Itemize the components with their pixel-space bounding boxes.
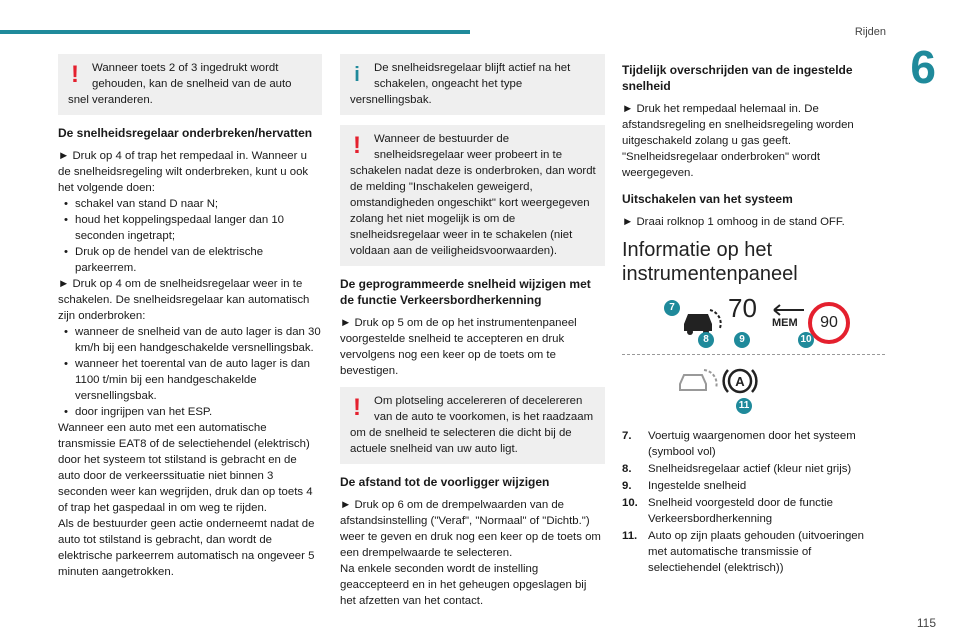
list-item: • wanneer het toerental van de auto lager is dan 1100 t/min bij een handgeschakelde versnellingsbak. [64, 356, 322, 404]
section-title: Informatie op het instrumentenpaneel [622, 239, 798, 285]
speedometer-icon [676, 366, 720, 396]
heading-override: Tijdelijk overschrijden van de ingestelde snelheid [622, 63, 853, 93]
chapter-number: 6 [910, 41, 936, 93]
instrument-panel-illustration [622, 293, 885, 420]
divider [622, 354, 885, 355]
section-label: Rijden [854, 26, 886, 38]
svg-text:A: A [735, 374, 745, 389]
mem-label: MEM [772, 317, 798, 329]
warning-icon: ! [353, 132, 361, 159]
auto-hold-icon [722, 364, 758, 398]
warning-icon: ! [71, 61, 79, 88]
column-3 [622, 62, 885, 577]
column-2 [340, 54, 605, 609]
list-item: • Druk op de hendel van de elektrische parkeerrem. [64, 244, 322, 276]
column-1 [58, 54, 322, 580]
paragraph: ► Druk op 4 of trap het rempedaal in. Wanneer u de snelheidsregeling wilt onderbreken, kunt u ook het volgende doen: [58, 150, 309, 194]
list-item: • schakel van stand D naar N; [64, 196, 322, 212]
speed-limit-sign: 90 [808, 302, 850, 344]
info-icon: i [354, 64, 360, 86]
list-item: 8. Snelheidsregelaar actief (kleur niet grijs) [622, 463, 852, 475]
paragraph: ► Druk op 6 om de drempelwaarden van de afstandsinstelling ("Veraf", "Normaal" of "Dichtb.") weer te geven en druk nog een keer op de toets om een drempelwaarde te selecteren. [340, 499, 601, 559]
list-item: 10. Snelheid voorgesteld door de functie Verkeersbordherkenning [622, 497, 833, 525]
paragraph: Na enkele seconden wordt de instelling geaccepteerd en in het geheugen opgeslagen bij het afzetten van het contact. [340, 563, 587, 607]
list-item: • door ingrijpen van het ESP. [64, 404, 322, 420]
callout-7: 7 [664, 300, 680, 316]
list-item: • houd het koppelingspedaal langer dan 10 seconden ingetrapt; [64, 212, 322, 244]
heading-distance: De afstand tot de voorligger wijzigen [340, 475, 550, 489]
list-item: 11. Auto op zijn plaats gehouden (uitvoeringen met automatische transmissie of selectiehendel (elektrisch)) [622, 530, 864, 574]
list-item: • wanneer de snelheid van de auto lager is dan 30 km/h bij een handgeschakelde versnellingsbak. [64, 324, 322, 356]
heading-interrupt: De snelheidsregelaar onderbreken/hervatten [58, 126, 313, 140]
list-auto-interrupt [58, 324, 322, 420]
list-item: 9. Ingestelde snelheid [622, 480, 747, 492]
list-item: 7. Voertuig waargenomen door het systeem (symbool vol) [622, 430, 856, 458]
callout-9: 9 [734, 332, 750, 348]
paragraph: ► Druk het rempedaal helemaal in. De afstandsregeling en snelheidsregeling worden uitgeschakeld zolang u gas geeft. "Snelheidsregelaar onderbroken" wordt weergegeven. [622, 103, 854, 179]
paragraph: Als de bestuurder geen actie onderneemt nadat de auto tot stilstand is gebracht, dan wordt de elektrische parkeerrem automatisch na ongeveer 5 minuten aangetrokken. [58, 518, 315, 578]
callout-10: 10 [798, 332, 814, 348]
warning-icon: ! [353, 394, 361, 421]
set-speed: 70 [728, 293, 757, 323]
legend-list [622, 428, 885, 576]
callout-8: 8 [698, 332, 714, 348]
paragraph: ► Druk op 4 om de snelheidsregelaar weer in te schakelen. De snelheidsregelaar kan automatisch zijn onderbroken: [58, 278, 310, 322]
paragraph: Wanneer een auto met een automatische transmissie EAT8 of de selectiehendel (elektrisch) door het systeem tot stilstand is gebracht en de auto door de verkeerssituatie niet binnen 3 seconden weer kan wegrijden, druk dan op toets 4 of trap het gaspedaal in om weg te rijden. [58, 422, 313, 514]
list-interrupt [58, 196, 322, 276]
page-number: 115 [916, 616, 936, 630]
paragraph: ► Druk op 5 om de op het instrumentenpaneel voorgestelde snelheid te accepteren en druk vervolgens nog een keer op de toets om te bevestigen. [340, 317, 577, 377]
warning-note: ! Wanneer de bestuurder de snelheidsregelaar weer probeert in te schakelen nadat deze is onderbroken, dan wordt de melding "Inschakelen geweigerd, omstandigheden ongeschikt" kort weergegeven zolang het niet mogelijk is om de snelheidsregelaar weer in te schakelen (niet voldaan aan de veiligheidsvoorwaarden). [340, 125, 605, 266]
paragraph: ► Draai rolknop 1 omhoog in de stand OFF. [622, 216, 845, 228]
warning-note: ! Om plotseling accelereren of decelereren van de auto te voorkomen, is het raadzaam om de snelheid te selecteren die dicht bij de actuele snelheid van uw auto ligt. [340, 387, 605, 464]
heading-traffic-sign: De geprogrammeerde snelheid wijzigen met de functie Verkeersbordherkenning [340, 277, 591, 307]
info-note: i De snelheidsregelaar blijft actief na het schakelen, ongeacht het type versnellingsbak. [340, 54, 605, 115]
callout-11: 11 [736, 398, 752, 414]
warning-note: ! Wanneer toets 2 of 3 ingedrukt wordt gehouden, kan de snelheid van de auto snel veranderen. [58, 54, 322, 115]
top-accent-bar [0, 30, 470, 34]
heading-switch-off: Uitschakelen van het systeem [622, 192, 793, 206]
